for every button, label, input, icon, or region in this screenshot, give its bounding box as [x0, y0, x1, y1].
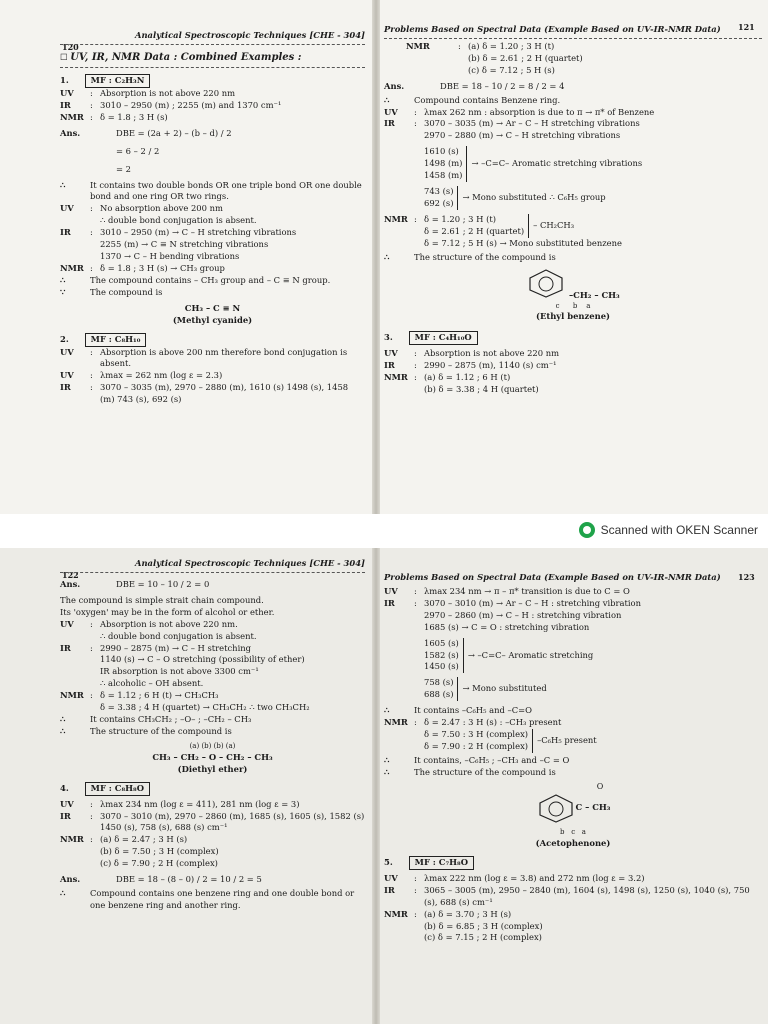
molecular-formula: MF : C₇H₈O [409, 856, 474, 870]
nmr-line: NMR : (a) δ = 1.12 ; 6 H (t) [384, 372, 511, 383]
ir-line: IR : 3070 – 3010 (m) → Ar – C – H : stretching vibration [384, 597, 641, 608]
oken-scanner-logo-icon [579, 522, 595, 538]
compound-name: (Diethyl ether) [177, 763, 248, 774]
nmr-peak: (c) δ = 7.15 ; 2 H (complex) [424, 932, 542, 943]
ethylbenzene-structure [384, 268, 762, 324]
nmr-peak: δ = 7.12 ; 5 H (s) → Mono substituted benzene [424, 237, 622, 248]
statement: ∴ It contains two double bonds OR one triple bond OR one double bond and one ring OR two rings. [60, 179, 362, 202]
ir-line: 1370 → C – H bending vibrations [100, 251, 240, 262]
question-number: 5. [384, 856, 393, 867]
uv-line: UV : λmax 234 nm (log ε = 411), 281 nm (log ε = 3) [60, 798, 300, 809]
running-head: Analytical Spectroscopic Techniques [CHE - 304] [134, 30, 365, 40]
label-c: c [571, 828, 576, 837]
question-1 [60, 74, 365, 88]
statement: ∴ Compound contains Benzene ring. [384, 94, 561, 105]
page-120 [60, 30, 365, 406]
nmr-peak: (b) δ = 7.50 ; 3 H (complex) [100, 846, 219, 857]
running-head: Analytical Spectroscopic Techniques [CHE - 304] [134, 558, 365, 568]
ir-line: IR : 3070 – 3035 (m) → Ar – C – H stretching vibrations [384, 118, 640, 129]
question-3 [384, 331, 762, 345]
statement: ∴ It contains, –C₆H₅ ; –CH₃ and –C = O [384, 754, 570, 765]
ir-line: 1685 (s) → C = O : stretching vibration [424, 621, 590, 632]
ir-line: IR : 3070 – 3035 (m), 2970 – 2880 (m), 1610 (s) 1498 (s), 1458 (m) 743 (s), 692 (s) [60, 382, 349, 405]
mono-group: 758 (s) 688 (s) → Mono substituted [424, 677, 547, 700]
ir-line: 2255 (m) → C ≡ N stretching vibrations [100, 239, 269, 250]
nmr-line: NMR : δ = 1.12 ; 6 H (t) → CH₃CH₃ [60, 690, 219, 701]
mono-group: 743 (s) 692 (s) → Mono substituted ∴ C₆H₅ group [424, 186, 606, 208]
benzene-ring-icon [536, 792, 576, 824]
page-number: 121 [738, 22, 755, 32]
ir-line: 2970 – 2860 (m) → C – H : stretching vibration [424, 609, 622, 620]
question-number: 3. [384, 332, 393, 343]
label-a: a [586, 301, 591, 310]
uv-note: ∴ double bond conjugation is absent. [100, 215, 257, 226]
statement: ∴ The structure of the compound is [384, 766, 556, 777]
page-121 [384, 24, 762, 396]
substituent: –CH₂ – CH₃ [568, 289, 620, 300]
ir-line: IR : 3010 – 2950 (m) ; 2255 (m) and 1370 cm⁻¹ [60, 99, 282, 110]
structure-letters: (a) (b) (b) (a) [189, 741, 236, 750]
running-head: Problems Based on Spectral Data (Example Based on UV-IR-NMR Data) [384, 24, 721, 34]
page-number: 120 [62, 42, 79, 52]
uv-line: UV : λmax 234 nm → π – π* transition is due to C = O [384, 585, 630, 596]
question-2 [60, 333, 365, 347]
label-c: c [555, 301, 560, 310]
compound-name: (Ethyl benzene) [535, 311, 610, 322]
molecular-formula: MF : C₈H₈O [85, 782, 150, 796]
question-number: 4. [60, 782, 69, 793]
uv-line: UV : λmax = 262 nm (log ε = 2.3) [60, 370, 223, 381]
nmr-line: NMR : δ = 1.20 ; 3 H (t) δ = 2.61 ; 2 H (quartet) – CH₂CH₃ [384, 213, 575, 236]
uv-note: ∴ double bond conjugation is absent. [100, 630, 257, 641]
statement: ∵ The compound is [60, 286, 163, 297]
structure-formula: CH₃ – CH₂ – O – CH₂ – CH₃ [152, 751, 273, 762]
nmr-line: NMR : δ = 1.8 ; 3 H (s) [60, 111, 168, 122]
page-spread-bottom [0, 548, 768, 1024]
book-gutter [372, 0, 380, 514]
molecular-formula: MF : C₂H₃N [85, 74, 151, 88]
question-5 [384, 856, 762, 870]
ir-line: IR absorption is not above 3300 cm⁻¹ [100, 666, 259, 677]
uv-line: UV : No absorption above 200 nm [60, 203, 223, 214]
answer-dbe: Ans. DBE = 18 – 10 / 2 = 8 / 2 = 4 [384, 80, 565, 91]
running-head: Problems Based on Spectral Data (Example Based on UV-IR-NMR Data) [384, 572, 721, 582]
ir-line: IR : 3070 – 3010 (m), 2970 – 2860 (m), 1685 (s), 1605 (s), 1582 (s) 1450 (s), 758 (s), 688 (s) cm⁻¹ [60, 810, 365, 833]
ir-line: IR : 3010 – 2950 (m) → C – H stretching vibrations [60, 227, 297, 238]
statement: ∴ The compound contains – CH₃ group and – C ≡ N group. [60, 274, 331, 285]
nmr-line: NMR : (a) δ = 3.70 ; 3 H (s) [384, 908, 512, 919]
dbe-step: = 6 – 2 / 2 [116, 145, 160, 156]
book-gutter [372, 548, 380, 1024]
divider [384, 38, 762, 39]
question-number: 2. [60, 333, 69, 344]
aromatic-group: 1605 (s) 1582 (s) 1450 (s) → –C=C– Aromatic stretching [424, 637, 594, 672]
dbe-result: = 2 [116, 163, 132, 174]
section-header [60, 51, 365, 65]
ir-line: IR : 3065 – 3005 (m), 2950 – 2840 (m), 1604 (s), 1498 (s), 1250 (s), 1040 (s), 750 (s), 688 (s) cm⁻¹ [384, 884, 750, 907]
statement: Its 'oxygen' may be in the form of alcohol or ether. [60, 606, 275, 617]
nmr-peak: (b) δ = 3.38 ; 4 H (quartet) [424, 384, 539, 395]
uv-line: UV : λmax 222 nm (log ε = 3.8) and 272 nm (log ε = 3.2) [384, 872, 645, 883]
uv-line: UV : λmax 262 nm : absorption is due to π → π* of Benzene [384, 106, 655, 117]
section-title: UV, IR, NMR Data : Combined Examples : [70, 51, 302, 63]
answer-dbe: Ans. DBE = 10 – 10 / 2 = 0 [60, 578, 210, 589]
checkbox-icon: ☐ [60, 51, 68, 62]
nmr-peak: (b) δ = 2.61 ; 2 H (quartet) [468, 52, 583, 63]
aromatic-group: 1610 (s) 1498 (m) 1458 (m) → –C=C– Aromatic stretching vibrations [424, 146, 643, 181]
label-b: b [572, 301, 578, 310]
divider [60, 44, 365, 45]
ir-line: IR : 2990 – 2875 (m), 1140 (s) cm⁻¹ [384, 360, 557, 371]
uv-line: UV : Absorption is not above 220 nm [60, 88, 236, 99]
statement: ∴ It contains –C₆H₅ and –C=O [384, 705, 533, 716]
label-a: a [581, 828, 586, 837]
statement: ∴ It contains CH₃CH₂ ; –O– ; –CH₂ – CH₃ [60, 714, 252, 725]
benzene-ring-icon [526, 268, 566, 298]
statement: ∴ The structure of the compound is [384, 251, 556, 262]
compound-name: (Methyl cyanide) [172, 314, 253, 325]
nmr-line: NMR : δ = 1.8 ; 3 H (s) → CH₃ group [60, 263, 225, 274]
scanner-label: Scanned with OKEN Scanner [600, 523, 758, 537]
uv-line: UV : Absorption is above 200 nm therefore bond conjugation is absent. [60, 346, 348, 369]
nmr-peak: δ = 3.38 ; 4 H (quartet) → CH₃CH₂ ∴ two CH₃CH₂ [100, 702, 310, 713]
nmr-peak: (c) δ = 7.12 ; 5 H (s) [468, 64, 555, 75]
nmr-group: δ = 7.50 : 3 H (complex) δ = 7.90 : 2 H (complex) –C₆H₅ present [424, 729, 597, 751]
page-123 [384, 572, 762, 944]
ir-line: 1140 (s) → C – O stretching (possibility of ether) [100, 654, 305, 665]
statement: The compound is simple strait chain compound. [60, 594, 264, 605]
divider [60, 572, 365, 573]
structure-formula: CH₃ – C ≡ N [184, 302, 241, 313]
acetophenone-structure [384, 781, 762, 850]
label-b: b [560, 828, 565, 837]
uv-line: UV : Absorption is not above 220 nm. [60, 618, 238, 629]
page-number: 122 [62, 570, 79, 580]
nmr-line: NMR : δ = 2.47 : 3 H (s) : –CH₃ present [384, 717, 562, 728]
uv-line: UV : Absorption is not above 220 nm [384, 348, 560, 359]
nmr-peak: (b) δ = 6.85 ; 3 H (complex) [424, 920, 543, 931]
answer-dbe: Ans. DBE = 18 – (8 – 0) / 2 = 10 / 2 = 5 [60, 874, 262, 885]
substituent: C – CH₃ [575, 802, 611, 813]
scanner-watermark-bar [0, 514, 768, 548]
page-number: 123 [738, 572, 755, 582]
answer-dbe: Ans. DBE = (2a + 2) – (b – d) / 2 [60, 127, 232, 138]
ir-line: IR : 2990 – 2875 (m) → C – H stretching [60, 642, 252, 653]
statement: ∴ The structure of the compound is [60, 725, 232, 736]
question-number: 1. [60, 75, 69, 86]
statement: ∴ Compound contains one benzene ring and one double bond or one benzene ring and another ring. [60, 888, 355, 910]
nmr-line: NMR : (a) δ = 1.20 ; 3 H (t) [406, 40, 555, 51]
nmr-peak: (c) δ = 7.90 ; 2 H (complex) [100, 858, 218, 869]
page-122 [60, 558, 365, 912]
molecular-formula: MF : C₄H₁₀O [409, 331, 478, 345]
ir-line: ∴ alcoholic – OH absent. [100, 678, 204, 689]
divider [60, 67, 365, 68]
oxygen-label: O [596, 781, 604, 791]
ir-line: 2970 – 2880 (m) → C – H stretching vibrations [424, 130, 621, 141]
molecular-formula: MF : C₈H₁₀ [85, 333, 147, 347]
nmr-line: NMR : (a) δ = 2.47 ; 3 H (s) [60, 834, 188, 845]
compound-name: (Acetophenone) [535, 837, 611, 848]
question-4 [60, 782, 365, 796]
